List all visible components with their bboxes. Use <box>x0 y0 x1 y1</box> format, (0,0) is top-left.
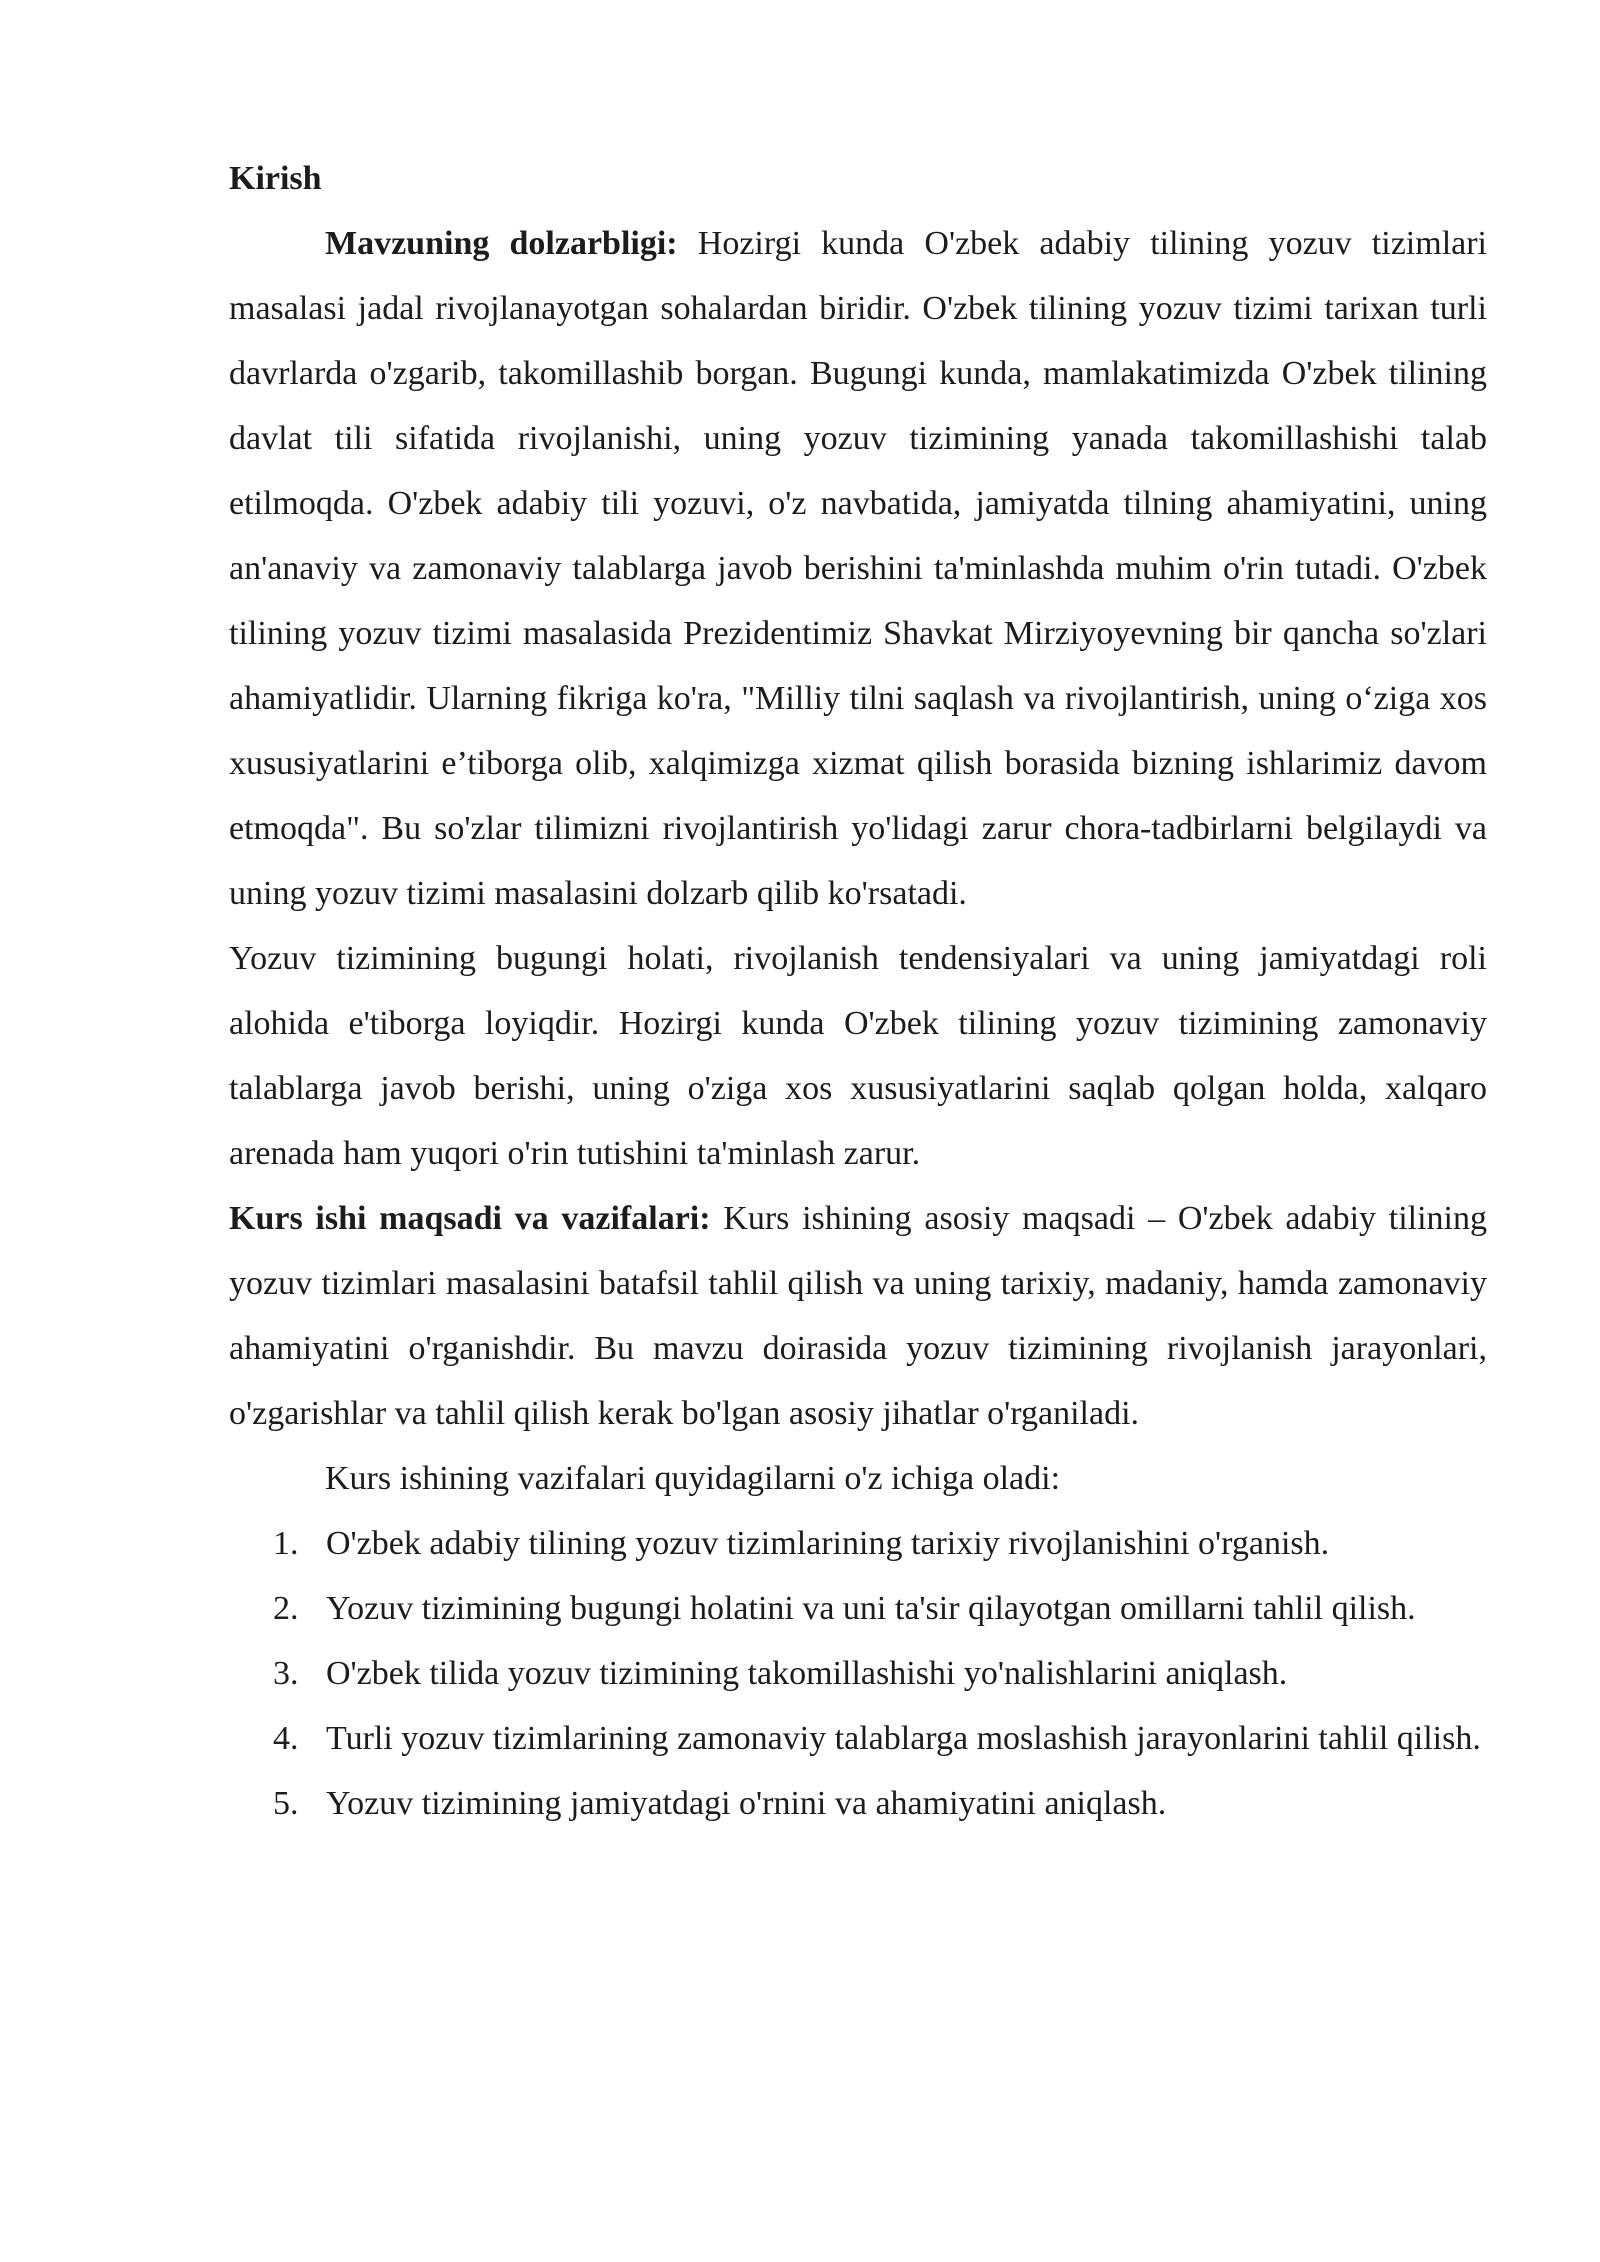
list-item <box>229 1511 1487 1576</box>
section-heading: Kirish <box>229 160 322 197</box>
goals-paragraph <box>229 1186 1487 1446</box>
list-item-text: Turli yozuv tizimlarining zamonaviy talablarga moslashish jarayonlarini tahlil qilish. <box>326 1720 1481 1757</box>
list-number: 5. <box>273 1785 299 1822</box>
list-number: 1. <box>273 1525 299 1562</box>
list-item-text: Yozuv tizimining bugungi holatini va uni ta'sir qilayotgan omillarni tahlil qilish. <box>326 1590 1416 1627</box>
relevance-text: Hozirgi kunda O'zbek adabiy tilining yozuv tizimlari masalasi jadal rivojlanayotgan sohalardan biridir. O'zbek tilining yozuv tizimi tarixan turli davrlarda o'zgarib, takomillashib borgan. Bugungi kunda, mamlakatimizda O'zbek tilining davlat tili sifatida rivojlanishi, uning yozuv tizimining yanada takomillashishi talab etilmoqda. O'zbek adabiy tili yozuvi, o'z navbatida, jamiyatda tilning ahamiyatini, uning an'anaviy va zamonaviy talablarga javob berishini ta'minlashda muhim o'rin tutadi. O'zbek tilining yozuv tizimi masalasida Prezidentimiz Shavkat Mirziyoyevning bir qancha so'zlari ahamiyatlidir. Ularning fikriga ko'ra, "Milliy tilni saqlash va rivojlantirish, uning o‘ziga xos xususiyatlarini e’tiborga olib, xalqimizga xizmat qilish borasida bizning ishlarimiz davom etmoqda". Bu so'zlar tilimizni rivojlantirish yo'lidagi zarur chora-tadbirlarni belgilaydi va uning yozuv tizimi masalasini dolzarb qilib ko'rsatadi. <box>229 225 1487 912</box>
list-item <box>229 1641 1487 1706</box>
document-page <box>229 146 1487 1836</box>
list-item-text: Yozuv tizimining jamiyatdagi o'rnini va ahamiyatini aniqlash. <box>326 1785 1167 1822</box>
list-item-text: O'zbek adabiy tilining yozuv tizimlarining tarixiy rivojlanishini o'rganish. <box>326 1525 1330 1562</box>
tasks-intro: Kurs ishining vazifalari quyidagilarni o'z ichiga oladi: <box>325 1460 1061 1497</box>
tasks-list <box>229 1511 1487 1836</box>
list-item <box>229 1771 1487 1836</box>
relevance-paragraph <box>229 211 1487 926</box>
goals-label: Kurs ishi maqsadi va vazifalari: <box>229 1200 711 1237</box>
state-paragraph: Yozuv tizimining bugungi holati, rivojlanish tendensiyalari va uning jamiyatdagi roli alohida e'tiborga loyiqdir. Hozirgi kunda O'zbek tilining yozuv tizimining zamonaviy talablarga javob berishi, uning o'ziga xos xususiyatlarini saqlab qolgan holda, xalqaro arenada ham yuqori o'rin tutishini ta'minlash zarur. <box>229 940 1487 1172</box>
list-number: 4. <box>273 1720 299 1757</box>
list-item <box>229 1576 1487 1641</box>
relevance-label: Mavzuning dolzarbligi: <box>325 225 678 262</box>
list-item-text: O'zbek tilida yozuv tizimining takomillashishi yo'nalishlarini aniqlash. <box>326 1655 1288 1692</box>
list-number: 2. <box>273 1590 299 1627</box>
list-item <box>229 1706 1487 1771</box>
list-number: 3. <box>273 1655 299 1692</box>
goals-text: Kurs ishining asosiy maqsadi – O'zbek adabiy tilining yozuv tizimlari masalasini batafsil tahlil qilish va uning tarixiy, madaniy, hamda zamonaviy ahamiyatini o'rganishdir. Bu mavzu doirasida yozuv tizimining rivojlanish jarayonlari, o'zgarishlar va tahlil qilish kerak bo'lgan asosiy jihatlar o'rganiladi. <box>229 1200 1487 1432</box>
